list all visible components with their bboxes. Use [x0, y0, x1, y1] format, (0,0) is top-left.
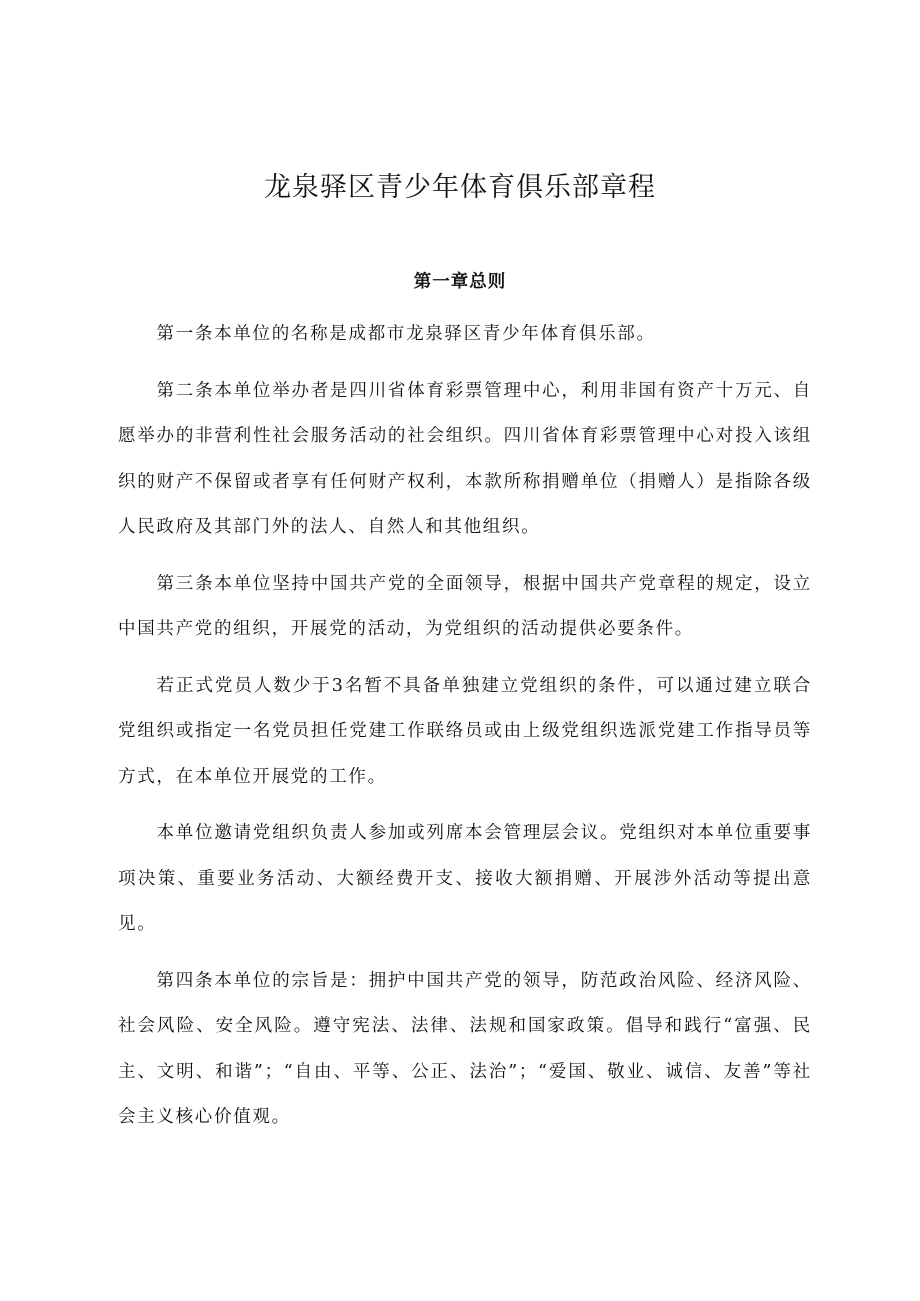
- paragraph-party-members: 若正式党员人数少于3名暂不具备单独建立党组织的条件，可以通过建立联合党组织或指定一名党员担任党建工作联络员或由上级党组织选派党建工作指导员等方式，在本单位开展党的工作。: [118, 675, 812, 787]
- paragraph-article-3: 第三条本单位坚持中国共产党的全面领导，根据中国共产党章程的规定，设立中国共产党的组织，开展党的活动，为党组织的活动提供必要条件。: [118, 573, 812, 639]
- document-body: [118, 312, 812, 1152]
- paragraph-article-4: 第四条本单位的宗旨是：拥护中国共产党的领导，防范政治风险、经济风险、社会风险、安全风险。遵守宪法、法律、法规和国家政策。倡导和践行“富强、民主、文明、和谐”；“自由、平等、公正、法治”；“爱国、敬业、诚信、友善”等社会主义核心价值观。: [118, 970, 812, 1127]
- paragraph-party-meetings: 本单位邀请党组织负责人参加或列席本会管理层会议。党组织对本单位重要事项决策、重要业务活动、大额经费开支、接收大额捐赠、开展涉外活动等提出意见。: [118, 823, 812, 934]
- document-title: 龙泉驿区青少年体育俱乐部章程: [264, 172, 656, 203]
- paragraph-article-2: 第二条本单位举办者是四川省体育彩票管理中心，利用非国有资产十万元、自愿举办的非营利性社会服务活动的社会组织。四川省体育彩票管理中心对投入该组织的财产不保留或者享有任何财产权利，本款所称捐赠单位（捐赠人）是指除各级人民政府及其部门外的法人、自然人和其他组织。: [118, 380, 812, 537]
- chapter-heading: 第一章总则: [413, 272, 507, 292]
- paragraph-article-1: 第一条本单位的名称是成都市龙泉驿区青少年体育俱乐部。: [156, 324, 656, 344]
